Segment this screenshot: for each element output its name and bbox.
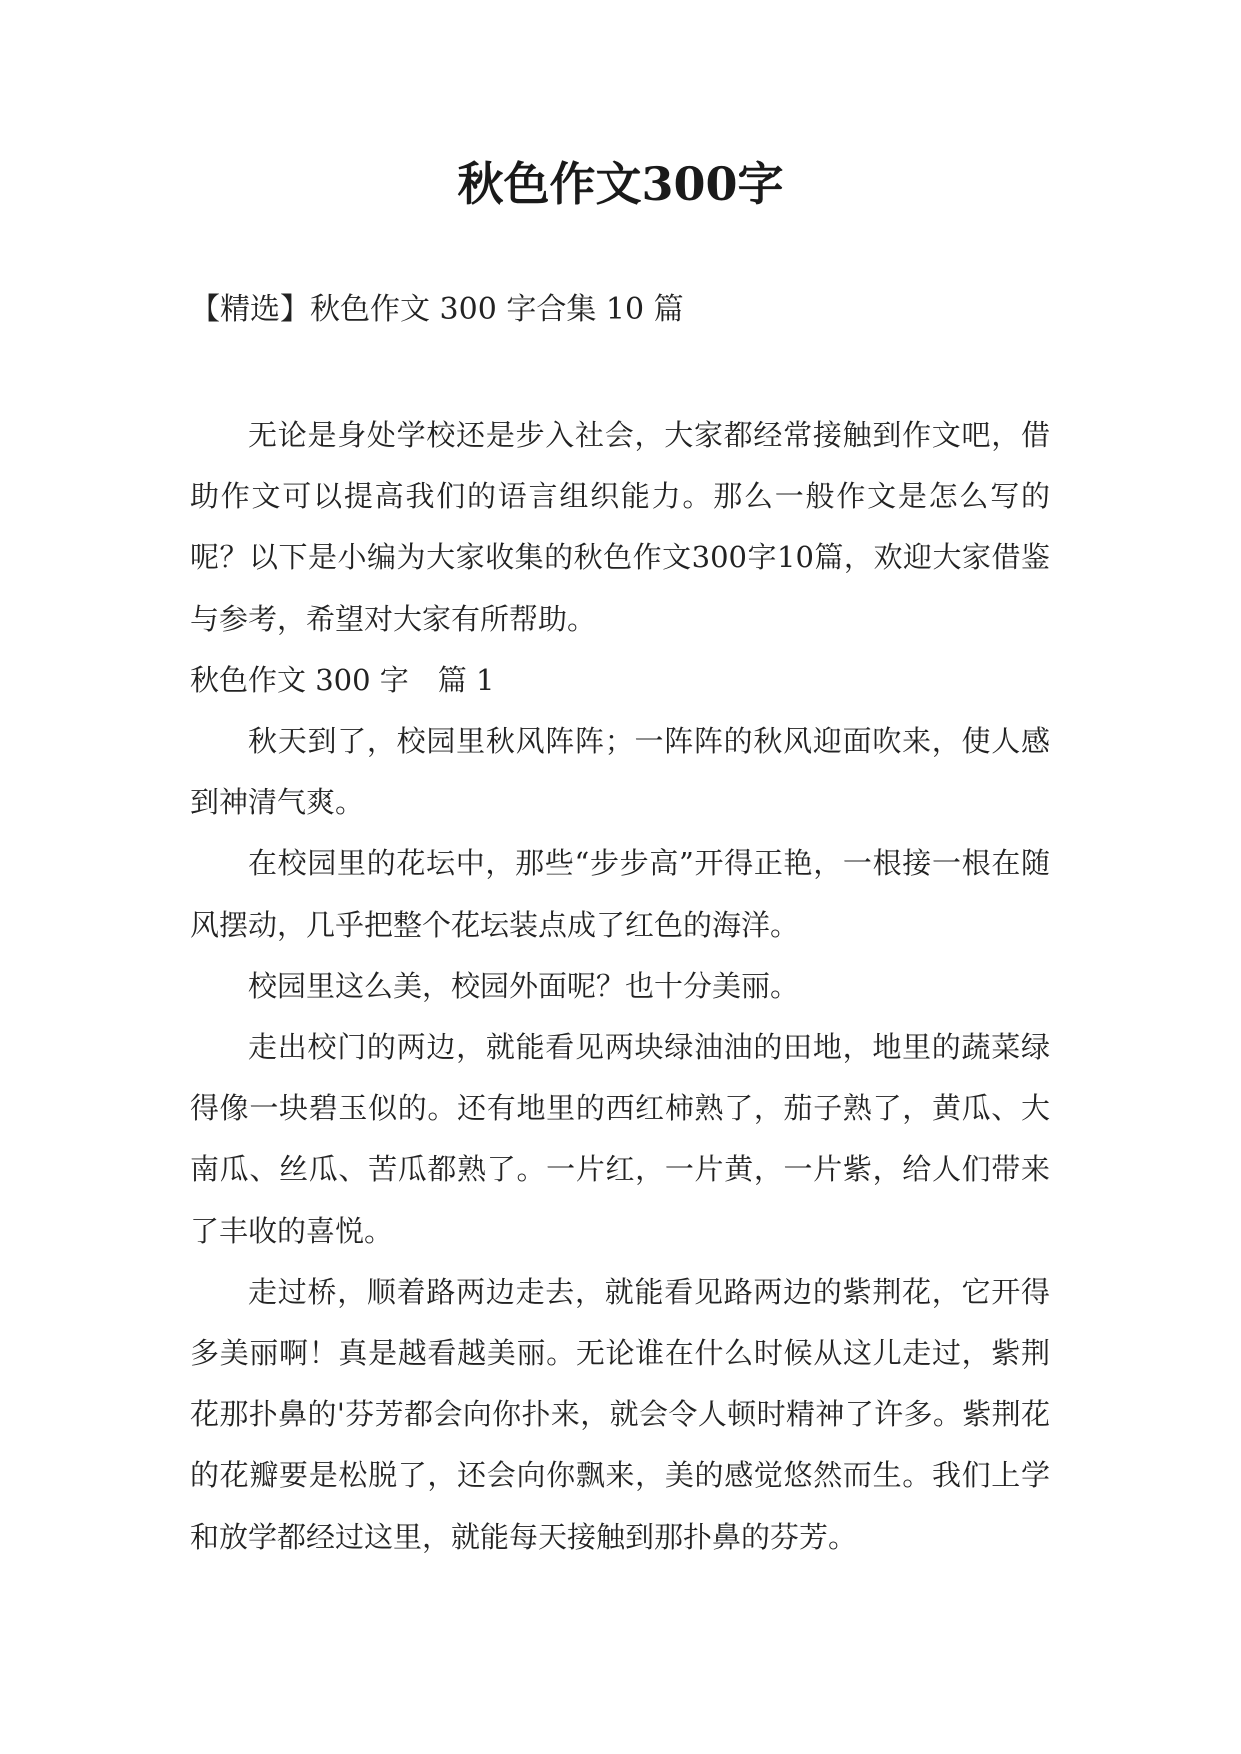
document-body xyxy=(190,405,1050,1568)
body-paragraph: 走过桥，顺着路两边走去，就能看见路两边的紫荆花，它开得多美丽啊！真是越看越美丽。无论谁在什么时候从这儿走过，紫荆花那扑鼻的'芬芳都会向你扑来，就会令人顿时精神了许多。紫荆花的花瓣要是松脱了，还会向你飘来，美的感觉悠然而生。我们上学和放学都经过这里，就能每天接触到那扑鼻的芬芳。 xyxy=(190,1274,1050,1554)
body-paragraph: 校园里这么美，校园外面呢？也十分美丽。 xyxy=(248,968,800,1003)
document-title: 秋色作文300字 xyxy=(457,157,784,211)
section-heading: 秋色作文 300 字 篇 1 xyxy=(190,662,495,697)
body-paragraph: 在校园里的花坛中，那些“步步高”开得正艳，一根接一根在随风摆动，几乎把整个花坛装点成了红色的海洋。 xyxy=(190,846,1050,942)
body-paragraph: 走出校门的两边，就能看见两块绿油油的田地，地里的蔬菜绿得像一块碧玉似的。还有地里的西红柿熟了，茄子熟了，黄瓜、大南瓜、丝瓜、苦瓜都熟了。一片红，一片黄，一片紫，给人们带来了丰收的喜悦。 xyxy=(190,1030,1050,1248)
body-paragraph: 秋天到了，校园里秋风阵阵；一阵阵的秋风迎面吹来，使人感到神清气爽。 xyxy=(190,724,1050,820)
document-subtitle: 【精选】秋色作文 300 字合集 10 篇 xyxy=(190,292,684,327)
intro-paragraph: 无论是身处学校还是步入社会，大家都经常接触到作文吧，借助作文可以提高我们的语言组织能力。那么一般作文是怎么写的呢？以下是小编为大家收集的秋色作文300字10篇，欢迎大家借鉴与参考，希望对大家有所帮助。 xyxy=(190,418,1050,636)
